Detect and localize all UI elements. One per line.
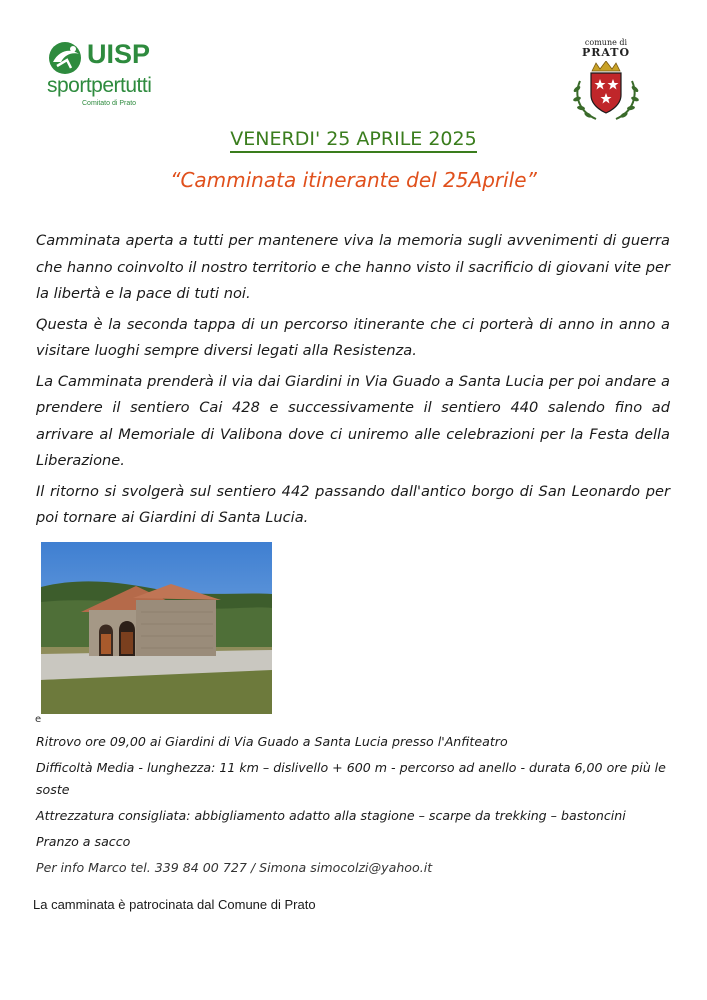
uisp-tagline: sportpertutti bbox=[47, 74, 152, 97]
event-date bbox=[0, 128, 707, 150]
lunch-info: Pranzo a sacco bbox=[36, 834, 131, 849]
meeting-point: Ritrovo ore 09,00 ai Giardini di Via Guado a Santa Lucia presso l'Anfiteatro bbox=[36, 734, 508, 749]
description-paragraph: Questa è la seconda tappa di un percorso itinerante che ci porterà di anno in anno a visitare luoghi sempre diversi legati alla Resistenza. bbox=[36, 315, 670, 359]
description-paragraph: Il ritorno si svolgerà sul sentiero 442 passando dall'antico borgo di San Leonardo per poi tornare ai Giardini di Santa Lucia. bbox=[36, 482, 670, 526]
sponsor-note: La camminata è patrocinata dal Comune di Prato bbox=[33, 897, 316, 912]
event-description bbox=[36, 228, 670, 536]
difficulty-info: Difficoltà Media - lunghezza: 11 km – dislivello + 600 m - percorso ad anello - durata 6,00 ore più le soste bbox=[36, 760, 666, 797]
equipment-info: Attrezzatura consigliata: abbigliamento adatto alla stagione – scarpe da trekking – bastoncini bbox=[36, 808, 626, 823]
description-paragraph: La Camminata prenderà il via dai Giardini in Via Guado a Santa Lucia per poi andare a prendere il sentiero Cai 428 e successivamente il sentiero 440 salendo fino ad arrivare al Memoriale di Valibona dove ci uniremo alle celebrazioni per la Festa della Liberazione. bbox=[36, 372, 670, 469]
uisp-runner-icon bbox=[47, 40, 85, 76]
memorial-photo bbox=[41, 542, 272, 714]
event-date-text: VENERDI' 25 APRILE 2025 bbox=[230, 128, 476, 153]
description-paragraph: Camminata aperta a tutti per mantenere viva la memoria sugli avvenimenti di guerra che hanno coinvolto il nostro territorio e che hanno visto il sacrificio di giovani vite per la libertà e la pace di tuti noi. bbox=[36, 232, 670, 302]
event-details bbox=[36, 731, 676, 883]
event-title: “Camminata itinerante del 25Aprile” bbox=[170, 168, 537, 192]
uisp-logo bbox=[47, 40, 187, 115]
prato-small-text: comune di bbox=[584, 38, 628, 47]
photo-caption: e bbox=[35, 714, 42, 725]
contact-info: Per info Marco tel. 339 84 00 727 / Simona simocolzi@yahoo.it bbox=[36, 860, 433, 875]
prato-emblem bbox=[570, 38, 642, 123]
uisp-committee: Comitato di Prato bbox=[82, 100, 137, 107]
uisp-name: UISP bbox=[87, 39, 151, 69]
prato-crest-icon bbox=[570, 61, 642, 123]
prato-name: PRATO bbox=[581, 46, 631, 59]
